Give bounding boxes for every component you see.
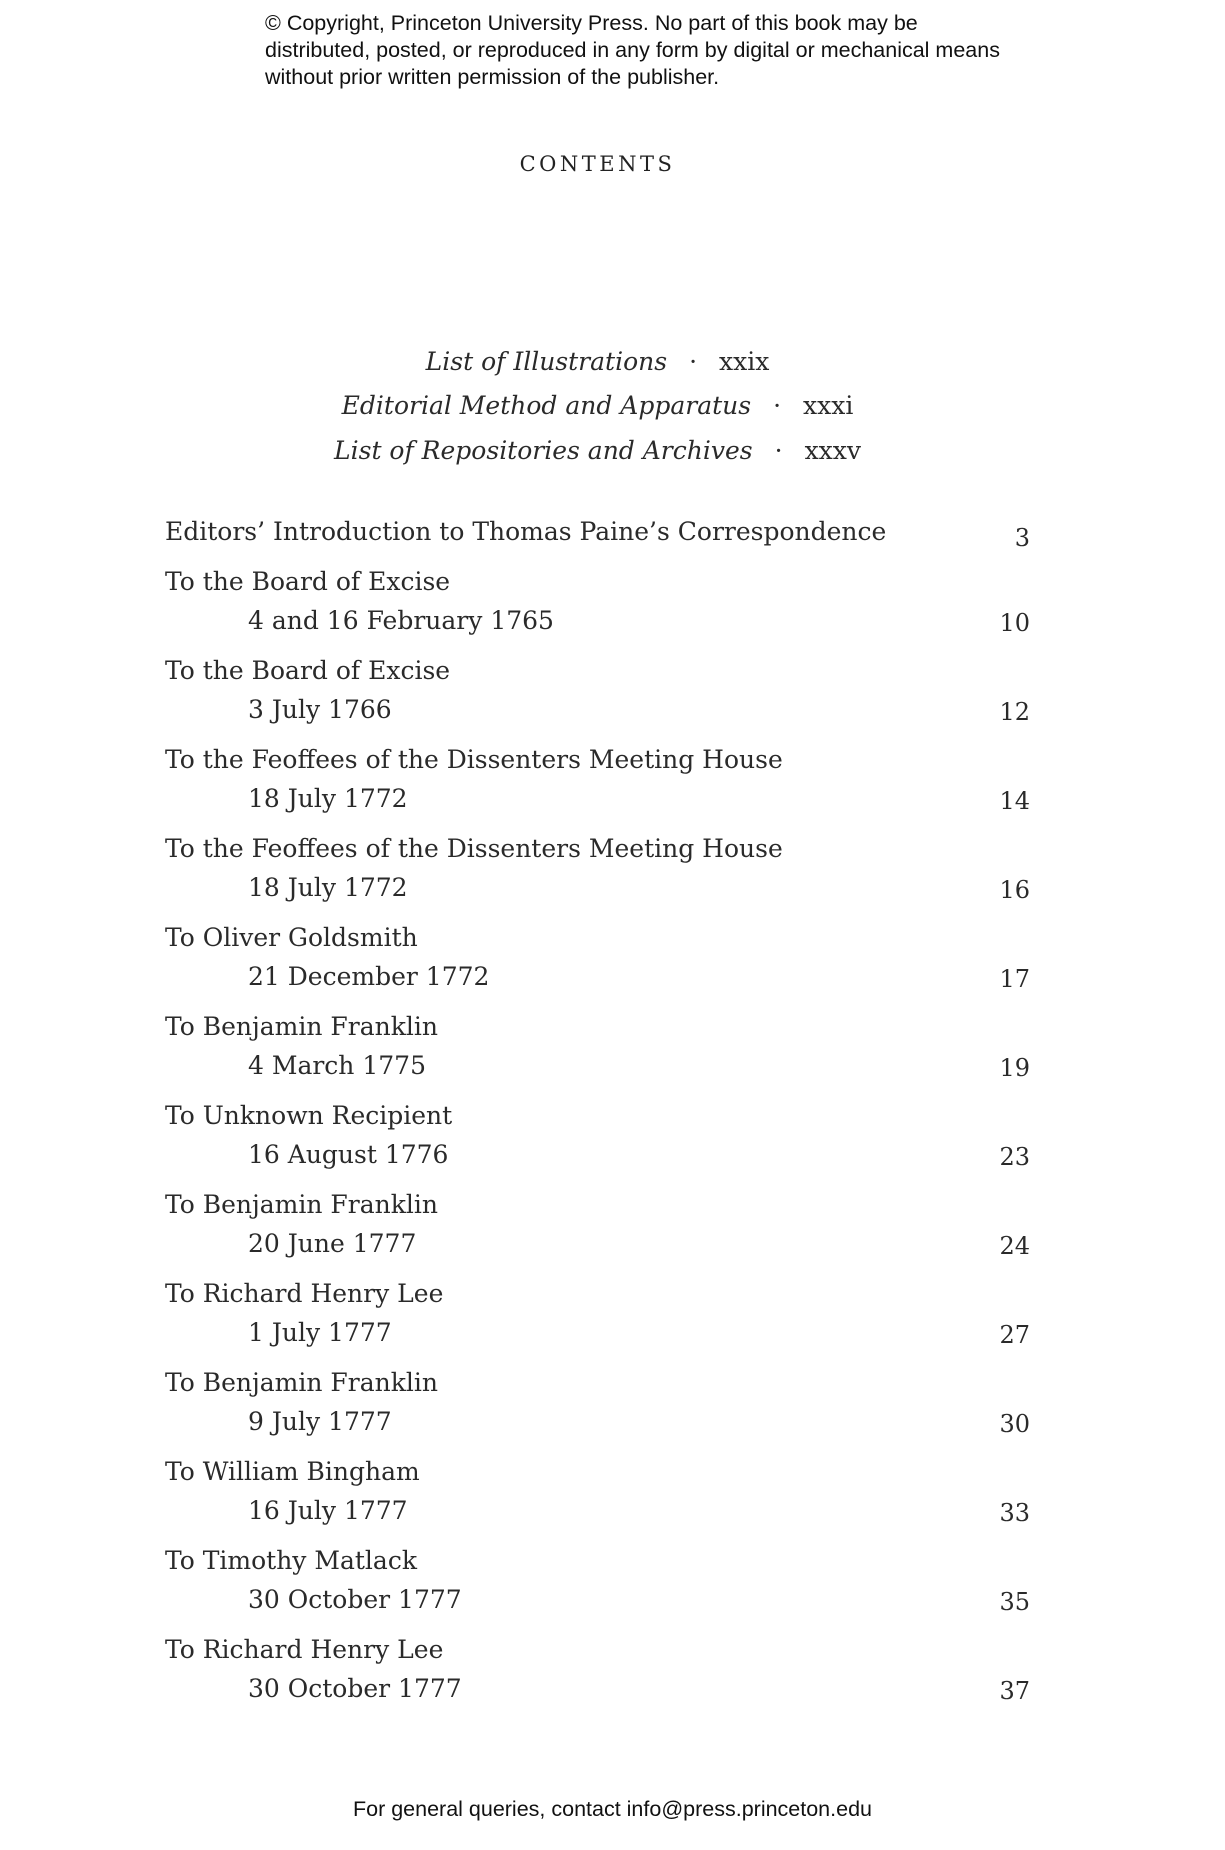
page-title: CONTENTS (519, 152, 676, 176)
front-matter-page: xxxv (804, 436, 861, 465)
entry-date: 4 March 1775 (248, 1051, 426, 1080)
entry-date: 16 August 1776 (248, 1140, 449, 1169)
front-matter-page: xxxi (803, 391, 854, 420)
entry-page-number: 19 (999, 1054, 1030, 1082)
entry-title: To Benjamin Franklin (165, 1190, 438, 1219)
entry-page-number: 33 (999, 1499, 1030, 1527)
front-matter-title: List of Illustrations (425, 347, 668, 376)
footer-contact: For general queries, contact info@press.princeton.edu (352, 1797, 872, 1821)
front-matter-page: xxix (719, 347, 770, 376)
entry-page-number: 30 (999, 1410, 1030, 1438)
front-matter-separator: · (773, 391, 782, 420)
entry-date: 9 July 1777 (248, 1407, 392, 1436)
front-matter-separator: · (774, 436, 783, 465)
entry-date: 20 June 1777 (248, 1229, 417, 1258)
entry-date: 18 July 1772 (248, 873, 408, 902)
front-matter-separator: · (689, 347, 698, 376)
front-matter-item (0, 435, 1195, 467)
entry-title: To the Board of Excise (165, 567, 451, 596)
entry-title: To Unknown Recipient (165, 1101, 453, 1130)
entry-title: To William Bingham (165, 1457, 420, 1486)
entry-page-number: 3 (1014, 524, 1030, 552)
copyright-notice: © Copyright, Princeton University Press. No part of this book may be distributed, posted, or reproduced in any form by digital or mechanical means without prior written permission of the publisher. (265, 11, 1000, 89)
entry-date: 18 July 1772 (248, 784, 408, 813)
entry-page-number: 16 (999, 876, 1030, 904)
entry-date: 30 October 1777 (248, 1674, 462, 1703)
entry-page-number: 23 (999, 1143, 1030, 1171)
entry-title: Editors’ Introduction to Thomas Paine’s Correspondence (165, 517, 887, 546)
front-matter-item (0, 346, 1195, 378)
entry-date: 16 July 1777 (248, 1496, 408, 1525)
front-matter-title: Editorial Method and Apparatus (341, 391, 752, 420)
entry-title: To Benjamin Franklin (165, 1368, 438, 1397)
entry-page-number: 12 (999, 698, 1030, 726)
front-matter-item (0, 390, 1195, 422)
entry-title: To the Board of Excise (165, 656, 451, 685)
entry-page-number: 10 (999, 609, 1030, 637)
entry-date: 30 October 1777 (248, 1585, 462, 1614)
entry-page-number: 35 (999, 1588, 1030, 1616)
entry-title: To Timothy Matlack (165, 1546, 417, 1575)
front-matter-title: List of Repositories and Archives (334, 436, 753, 465)
entry-page-number: 14 (999, 787, 1030, 815)
entry-page-number: 37 (999, 1677, 1030, 1705)
entry-page-number: 27 (999, 1321, 1030, 1349)
entry-title: To Oliver Goldsmith (165, 923, 418, 952)
entry-title: To Benjamin Franklin (165, 1012, 438, 1041)
entry-date: 1 July 1777 (248, 1318, 392, 1347)
entry-page-number: 17 (999, 965, 1030, 993)
entry-date: 4 and 16 February 1765 (248, 606, 554, 635)
entry-page-number: 24 (999, 1232, 1030, 1260)
entry-date: 21 December 1772 (248, 962, 490, 991)
entry-title: To the Feoffees of the Dissenters Meeting House (165, 745, 783, 774)
entry-title: To Richard Henry Lee (165, 1279, 444, 1308)
entry-title: To the Feoffees of the Dissenters Meeting House (165, 834, 783, 863)
entry-date: 3 July 1766 (248, 695, 392, 724)
entry-title: To Richard Henry Lee (165, 1635, 444, 1664)
